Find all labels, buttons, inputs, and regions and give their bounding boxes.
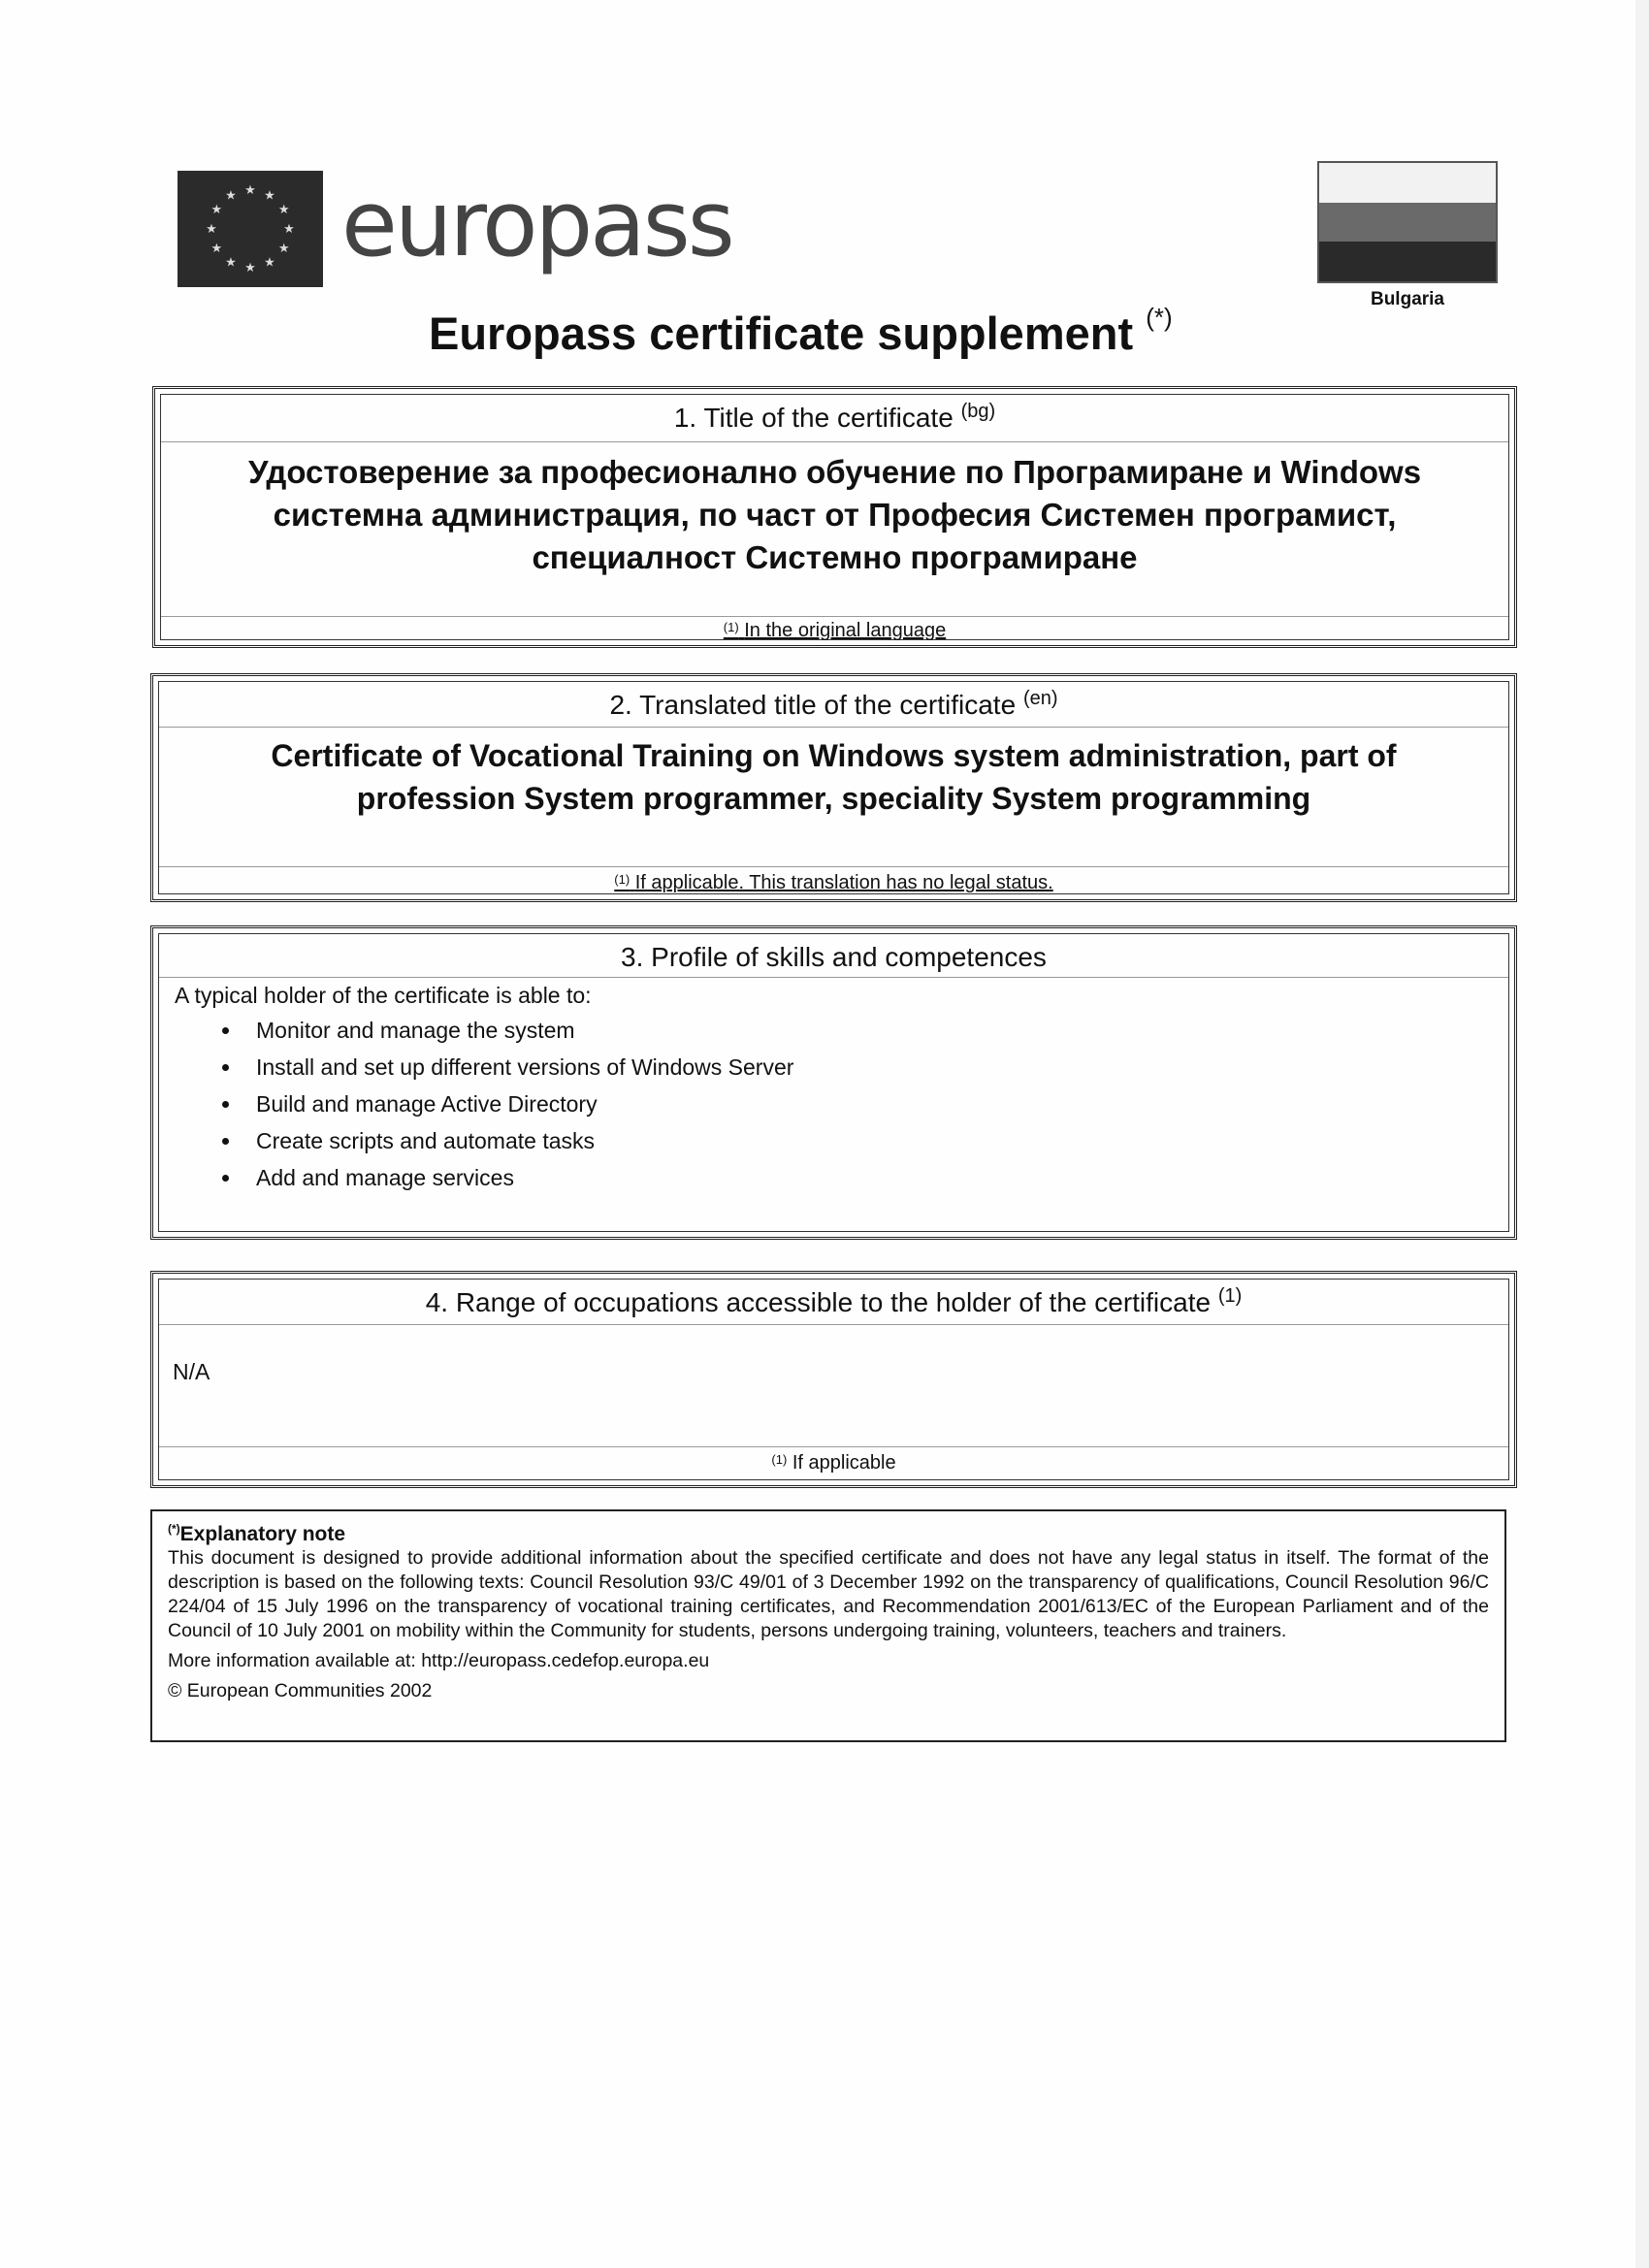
star-icon: ★	[225, 187, 237, 203]
section-1-lang: (bg)	[960, 401, 996, 422]
footnote-text: In the original language	[744, 620, 947, 641]
footnote-marker: (1)	[771, 1452, 788, 1467]
footnote-marker: (1)	[614, 872, 630, 887]
section-1-box	[152, 386, 1517, 648]
star-icon: ★	[244, 182, 256, 197]
star-icon: ★	[225, 254, 237, 270]
star-icon: ★	[277, 241, 290, 255]
star-icon: ★	[264, 187, 275, 203]
footnote-text: If applicable. This translation has no legal status.	[634, 872, 1053, 893]
note-title	[168, 1517, 1489, 1546]
title-line: Удостоверение за професионално обучение по Програмиране и Windows	[247, 454, 1422, 490]
divider	[159, 977, 1508, 978]
section-2-inner	[158, 681, 1509, 894]
section-4-inner	[158, 1279, 1509, 1480]
section-1-inner	[160, 394, 1509, 640]
note-text: This document is designed to provide additional information about the specified certificate and does not have any legal status in itself. The format of the description is based on the following texts: Council Resolution 93/C 49/01 of 3 December 1992 on the transparency of qualifications, Council Resolution 96/C 224/04 of 15 July 1996 on the transparency of vocational training certificates, and Recommendation 2001/613/EC of the European Parliament and of the Council of 10 July 2001 on mobility within the Community for students, persons undergoing training, volunteers, teachers and trainers.	[168, 1547, 1489, 1641]
divider	[159, 1324, 1508, 1325]
star-icon: ★	[244, 260, 256, 275]
star-icon: ★	[277, 202, 290, 216]
section-4-value: N/A	[173, 1359, 210, 1384]
divider	[159, 1446, 1508, 1447]
section-3-intro: A typical holder of the certificate is able to:	[175, 983, 592, 1008]
eu-flag-icon	[178, 171, 323, 287]
copyright: © European Communities 2002	[168, 1680, 433, 1701]
title-marker: (*)	[1146, 303, 1173, 332]
section-2-footnote	[159, 872, 1508, 894]
section-1-footnote	[161, 620, 1508, 642]
list-item: • Build and manage Active Directory	[242, 1085, 793, 1122]
divider	[159, 727, 1508, 728]
section-2-heading	[159, 690, 1508, 721]
section-1-heading-text: 1. Title of the certificate	[673, 403, 954, 433]
flag-band-middle	[1319, 203, 1496, 243]
divider	[161, 441, 1508, 442]
star-icon: ★	[283, 221, 295, 236]
divider	[159, 866, 1508, 867]
list-item: • Monitor and manage the system	[242, 1012, 793, 1049]
section-4-marker: (1)	[1217, 1285, 1243, 1307]
country-name: Bulgaria	[1370, 289, 1445, 309]
section-2-box	[150, 673, 1517, 902]
star-icon: ★	[264, 254, 275, 270]
country-flag-icon	[1317, 161, 1498, 283]
footnote-marker: (1)	[723, 620, 739, 634]
europass-logo: europass	[341, 172, 732, 277]
flag-band-top	[1319, 163, 1496, 203]
flag-band-bottom	[1319, 242, 1496, 281]
more-info: More information available at: http://europass.cedefop.europa.eu	[168, 1650, 710, 1671]
explanatory-note	[150, 1509, 1506, 1742]
star-icon: ★	[210, 241, 223, 255]
section-2-lang: (en)	[1022, 688, 1058, 709]
title-line: системна администрация, по част от Професия Системен програмист,	[273, 497, 1397, 533]
section-4-heading	[159, 1287, 1508, 1318]
skills-list	[188, 1012, 793, 1196]
list-item: • Install and set up different versions of Windows Server	[242, 1049, 793, 1085]
section-2-title	[198, 734, 1470, 820]
star-icon: ★	[206, 221, 217, 236]
title-line: специалност Системно програмиране	[532, 539, 1138, 575]
title-line: profession System programmer, speciality System programming	[356, 781, 1311, 816]
section-4-footnote	[159, 1452, 1508, 1474]
section-1-title	[200, 451, 1470, 579]
footnote-text: If applicable	[792, 1452, 896, 1474]
list-item: • Add and manage services	[242, 1159, 793, 1196]
title-line: Certificate of Vocational Training on Windows system administration, part of	[271, 738, 1397, 773]
section-3-box	[150, 925, 1517, 1240]
divider	[161, 616, 1508, 617]
section-4-box	[150, 1271, 1517, 1488]
section-1-heading	[161, 403, 1508, 434]
note-marker: (*)	[168, 1522, 180, 1536]
section-4-heading-text: 4. Range of occupations accessible to the holder of the certificate	[425, 1287, 1212, 1317]
document-title-text: Europass certificate supplement	[429, 308, 1134, 359]
list-item: • Create scripts and automate tasks	[242, 1122, 793, 1159]
page-edge	[1635, 0, 1649, 2268]
section-2-heading-text: 2. Translated title of the certificate	[609, 690, 1017, 720]
section-3-inner	[158, 933, 1509, 1232]
star-icon: ★	[210, 202, 223, 216]
document-title	[429, 303, 1263, 360]
note-title-text: Explanatory note	[179, 1523, 346, 1545]
section-3-heading: 3. Profile of skills and competences	[621, 942, 1047, 972]
